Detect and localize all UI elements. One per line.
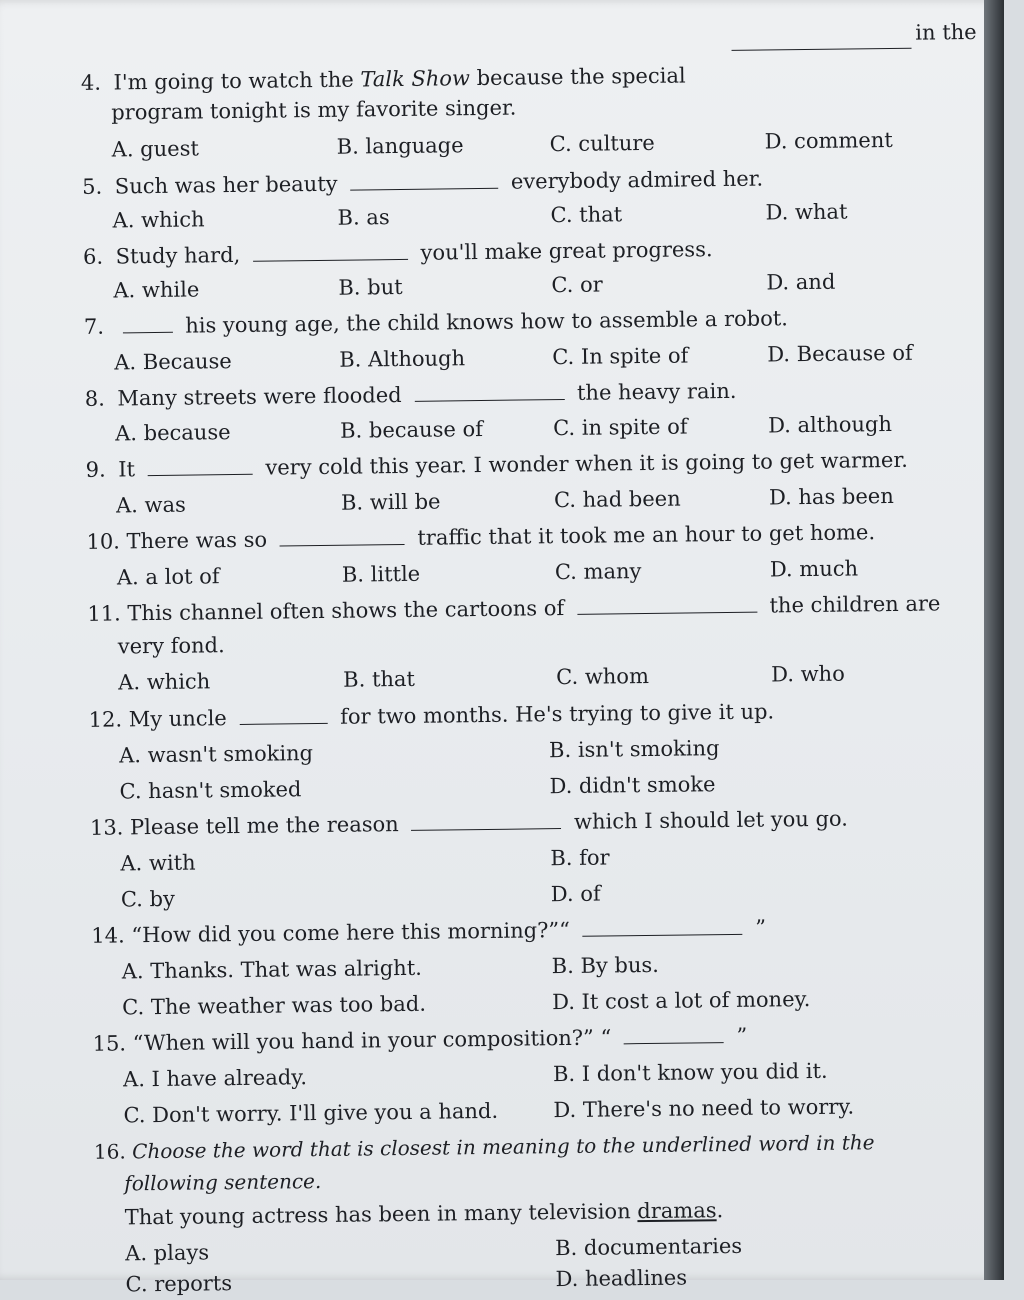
q4-option-b[interactable]: B. language: [336, 133, 464, 159]
q5-option-a[interactable]: A. which: [112, 207, 205, 233]
answer-blank[interactable]: [148, 456, 253, 476]
q6-option-b[interactable]: B. but: [338, 274, 403, 300]
question-9: 9. It very cold this year. I wonder when it is going to get warmer.: [85, 447, 908, 482]
question-15: 15. “When will you hand in your composition?” “ ”: [92, 1023, 748, 1056]
q16-option-b[interactable]: B. documentaries: [555, 1233, 743, 1261]
q4-option-c[interactable]: C. culture: [549, 130, 655, 157]
answer-blank[interactable]: [280, 526, 405, 547]
answer-blank[interactable]: [624, 1024, 724, 1044]
book-spine: [984, 0, 1004, 1280]
top-answer-blank: [731, 30, 911, 51]
q11-option-d[interactable]: D. who: [771, 661, 845, 687]
question-7: 7. his young age, the child knows how to assemble a robot.: [83, 306, 789, 339]
answer-blank[interactable]: [239, 705, 327, 725]
answer-blank[interactable]: [411, 810, 561, 831]
question-list: [70, 0, 990, 1297]
q11-option-b[interactable]: B. that: [343, 666, 416, 692]
underlined-word: dramas: [637, 1198, 717, 1224]
answer-blank[interactable]: [253, 241, 408, 262]
question-10: 10. There was so traffic that it took me an hour to get home.: [86, 520, 876, 554]
q8-option-d[interactable]: D. although: [767, 411, 893, 438]
q8-option-c[interactable]: C. in spite of: [552, 414, 688, 441]
q12-option-b[interactable]: B. isn't smoking: [548, 736, 720, 763]
question-5: 5. Such was her beauty everybody admired her.: [82, 166, 764, 199]
question-4: 4. I'm going to watch the Talk Show because the special: [80, 63, 686, 95]
question-13: 13. Please tell me the reason which I should let you go.: [89, 806, 849, 840]
q7-option-b[interactable]: B. Although: [339, 346, 466, 372]
question-11: 11. This channel often shows the cartoons of the children are: [87, 591, 941, 626]
q8-option-b[interactable]: B. because of: [340, 416, 484, 443]
q7-option-a[interactable]: A. Because: [114, 349, 232, 375]
q12-option-c[interactable]: C. hasn't smoked: [119, 777, 302, 804]
q5-option-b[interactable]: B. as: [337, 205, 390, 230]
q4-option-a[interactable]: A. guest: [111, 136, 199, 162]
q15-option-c[interactable]: C. Don't worry. I'll give you a hand.: [123, 1098, 499, 1128]
q13-option-a[interactable]: A. with: [120, 850, 196, 876]
q9-option-b[interactable]: B. will be: [340, 489, 441, 515]
q7-option-d[interactable]: D. Because of: [767, 340, 913, 367]
q10-option-d[interactable]: D. much: [769, 556, 859, 582]
answer-blank[interactable]: [122, 314, 172, 334]
q15-option-d[interactable]: D. There's no need to worry.: [553, 1094, 855, 1123]
q14-option-a[interactable]: A. Thanks. That was alright.: [121, 955, 423, 984]
q4-option-d[interactable]: D. comment: [764, 127, 893, 154]
question-16-sentence: That young actress has been in many television dramas.: [124, 1198, 724, 1230]
q15-option-a[interactable]: A. I have already.: [122, 1065, 308, 1092]
question-4-continuation: program tonight is my favorite singer.: [111, 95, 517, 125]
answer-blank[interactable]: [414, 381, 564, 402]
answer-blank[interactable]: [350, 170, 498, 191]
question-8: 8. Many streets were flooded the heavy rain.: [84, 378, 737, 411]
q7-option-c[interactable]: C. In spite of: [552, 343, 689, 370]
q10-option-c[interactable]: C. many: [554, 559, 642, 585]
q16-option-c[interactable]: C. reports: [125, 1271, 233, 1297]
answer-blank[interactable]: [582, 916, 742, 937]
q9-option-c[interactable]: C. had been: [553, 486, 681, 513]
q5-option-c[interactable]: C. that: [550, 202, 623, 228]
q8-option-a[interactable]: A. because: [115, 420, 231, 446]
q10-option-b[interactable]: B. little: [341, 561, 421, 587]
q5-option-d[interactable]: D. what: [765, 199, 848, 225]
top-fragment: in the: [915, 19, 977, 45]
answer-blank[interactable]: [577, 594, 757, 615]
question-16: 16. Choose the word that is closest in meaning to the underlined word in the: [93, 1130, 875, 1164]
q14-option-d[interactable]: D. It cost a lot of money.: [552, 987, 811, 1015]
q13-option-b[interactable]: B. for: [550, 845, 610, 871]
q6-option-d[interactable]: D. and: [766, 269, 836, 295]
q16-option-a[interactable]: A. plays: [125, 1240, 210, 1266]
q13-option-c[interactable]: C. by: [120, 886, 175, 912]
q6-option-c[interactable]: C. or: [551, 272, 603, 298]
q14-option-b[interactable]: B. By bus.: [551, 952, 660, 979]
question-16-continuation: following sentence.: [124, 1169, 322, 1196]
q10-option-a[interactable]: A. a lot of: [116, 564, 220, 590]
q9-option-d[interactable]: D. has been: [768, 483, 894, 510]
question-11-continuation: very fond.: [117, 633, 225, 659]
q9-option-a[interactable]: A. was: [115, 492, 186, 518]
show-title: Talk Show: [360, 66, 471, 92]
q12-option-d[interactable]: D. didn't smoke: [549, 772, 716, 799]
question-12: 12. My uncle for two months. He's trying to give it up.: [88, 699, 775, 732]
q14-option-c[interactable]: C. The weather was too bad.: [122, 991, 427, 1020]
question-14: 14. “How did you come here this morning?”“ ”: [91, 915, 767, 948]
q16-option-d[interactable]: D. headlines: [555, 1265, 688, 1292]
q11-option-c[interactable]: C. whom: [556, 663, 650, 690]
q12-option-a[interactable]: A. wasn't smoking: [118, 741, 314, 768]
question-6: 6. Study hard, you'll make great progress.: [82, 237, 713, 269]
q6-option-a[interactable]: A. while: [113, 277, 200, 303]
q13-option-d[interactable]: D. of: [550, 881, 601, 907]
q11-option-a[interactable]: A. which: [118, 669, 211, 695]
q15-option-b[interactable]: B. I don't know you did it.: [552, 1058, 828, 1087]
